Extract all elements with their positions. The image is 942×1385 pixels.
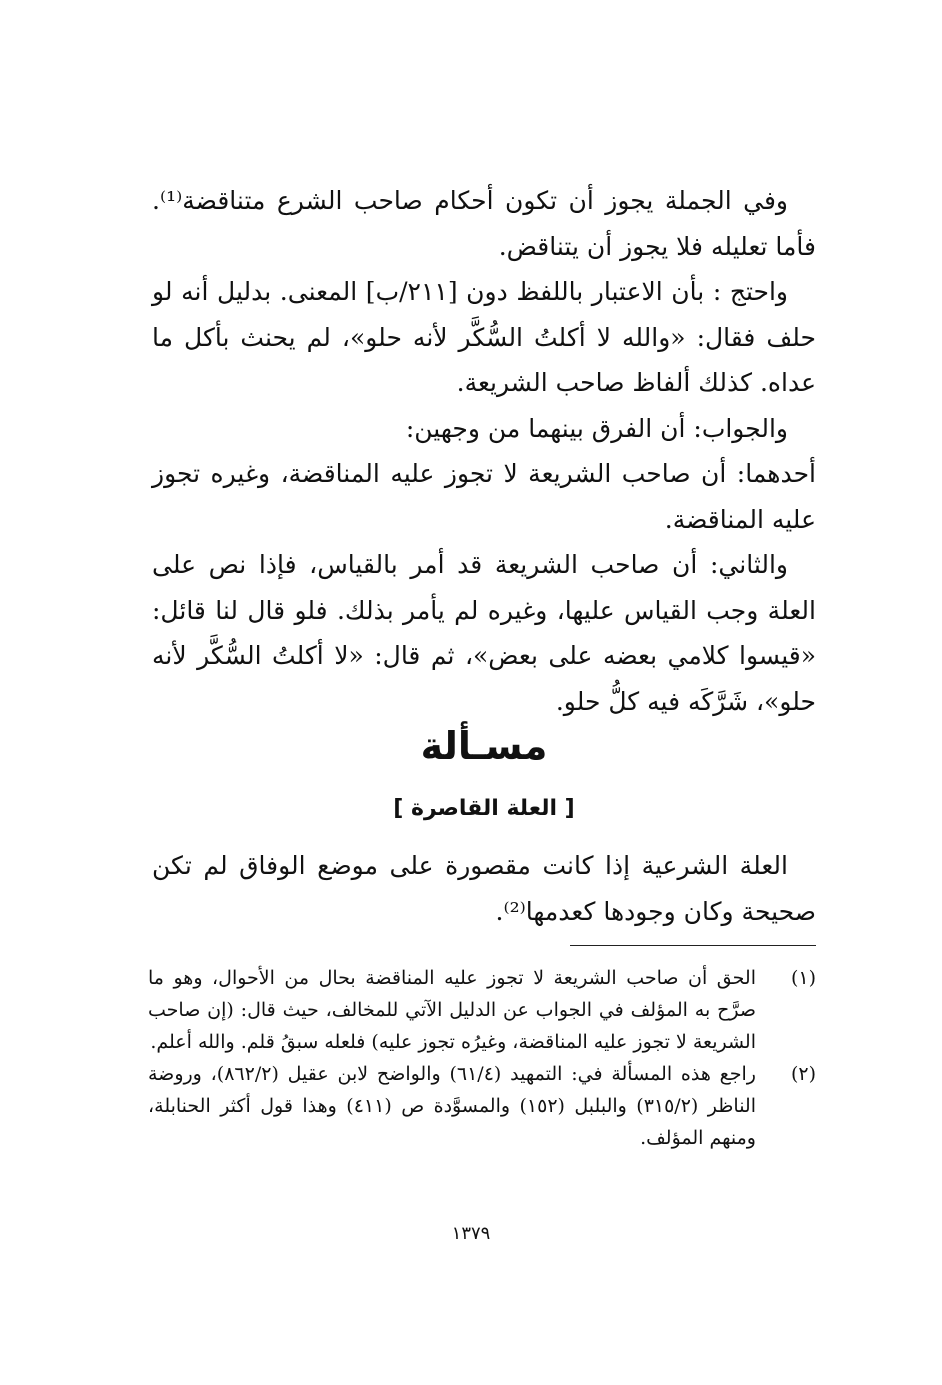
paragraph-second-reason: والثاني: أن صاحب الشريعة قد أمر بالقياس، فإذا نص على العلة وجب القياس عليها، وغيره لم يأمر بذلك. فلو قال لنا قائل: «قيسوا كلامي بعضه على بعض»، ثم قال: «لا أكلتُ السُّكَّر لأنه حلو»، شَرَّكَه فيه كلُّ حلو. xyxy=(152,550,816,716)
section-title: مسـألة xyxy=(420,724,548,768)
page-number: ١٣٧٩ xyxy=(451,1223,491,1244)
footnote-separator xyxy=(570,945,816,946)
footnotes xyxy=(148,962,816,1154)
paragraph-first-reason: أحدهما: أن صاحب الشريعة لا تجوز عليه المناقضة، وغيره تجوز عليه المناقضة. xyxy=(152,459,816,534)
footnote-number: (٢) xyxy=(790,1063,816,1085)
footnote-item xyxy=(148,962,816,1058)
rule-statement xyxy=(152,843,816,935)
footnote-number: (١) xyxy=(790,967,816,989)
section-subtitle: [ العلة القاصرة ] xyxy=(393,796,575,821)
paragraph-answer-intro: والجواب: أن الفرق بينهما من وجهين: xyxy=(405,413,788,443)
paragraph-summary: وفي الجملة يجوز أن تكون أحكام صاحب الشرع متناقضة⁽¹⁾. فأما تعليله فلا يجوز أن يتناقض. xyxy=(152,186,816,261)
footnote-text: راجع هذه المسألة في: التمهيد (٦١/٤) والواضح لابن عقيل (٨٦٢/٢)، وروضة الناظر (٣١٥/٢) والبلبل (١٥٢) والمسوَّدة ص (٤١١) وهذا قول أكثر الحنابلة، ومنهم المؤلف. xyxy=(148,1063,756,1149)
footnote-item xyxy=(148,1058,816,1154)
main-body-text xyxy=(152,178,816,724)
rule-paragraph: العلة الشرعية إذا كانت مقصورة على موضع الوفاق لم تكن صحيحة وكان وجودها كعدمها⁽²⁾. xyxy=(152,851,816,926)
footnote-text: الحق أن صاحب الشريعة لا تجوز عليه المناقضة بحال من الأحوال، وهو ما صرَّح به المؤلف في الجواب عن الدليل الآتي للمخالف، حيث قال: (إن صاحب الشريعة لا تجوز عليه المناقضة، وغيرُه تجوز عليه) فلعله سبقُ قلم. والله أعلم. xyxy=(148,967,756,1053)
paragraph-objection: واحتج : بأن الاعتبار باللفظ دون [٢١١/ب] المعنى. بدليل أنه لو حلف فقال: «والله لا أكلتُ السُّكَّر لأنه حلو»، لم يحنث بأكل ما عداه. كذلك ألفاظ صاحب الشريعة. xyxy=(152,277,816,397)
